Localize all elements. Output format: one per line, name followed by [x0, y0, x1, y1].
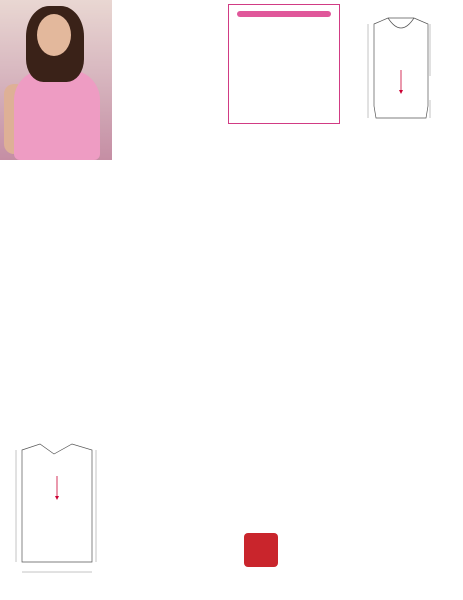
- advice-title: [237, 11, 331, 17]
- watermark-logo: [244, 520, 460, 580]
- photo-face: [37, 14, 71, 56]
- pattern-top-diagram: [344, 14, 458, 122]
- model-photo: [0, 0, 112, 160]
- postila-logo-icon: [244, 533, 278, 567]
- photo-top-garment: [14, 70, 100, 160]
- pattern-bottom-diagram: [2, 432, 118, 592]
- advice-box: [228, 4, 340, 124]
